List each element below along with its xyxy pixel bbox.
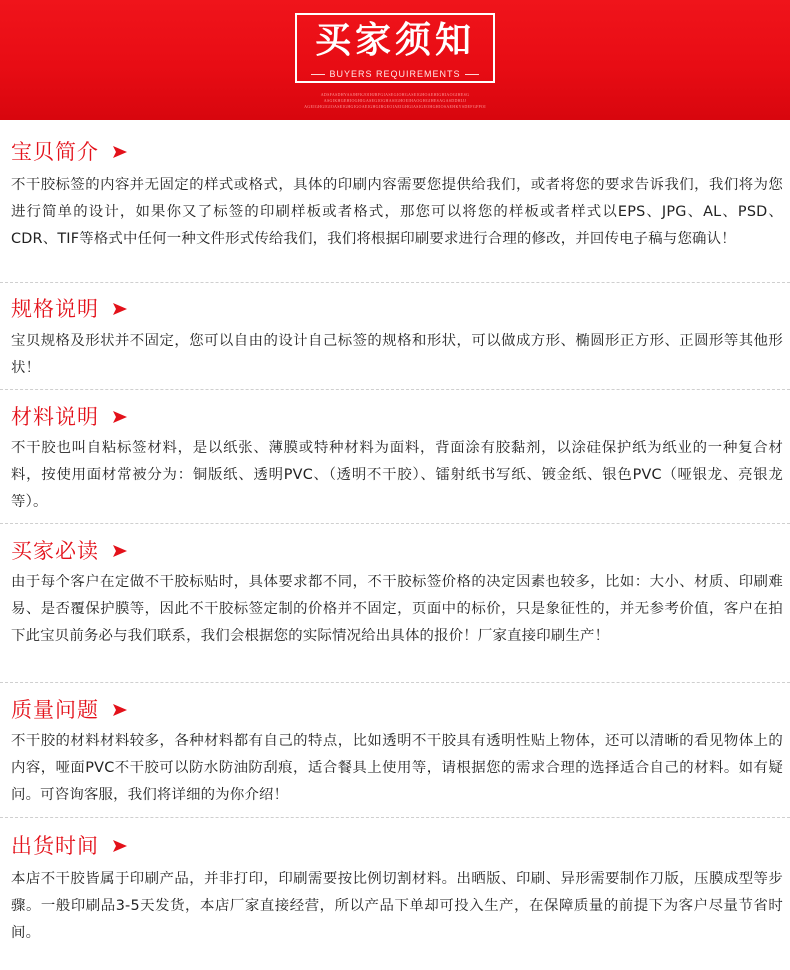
section-body: 不干胶的材料材料较多，各种材料都有自己的特点，比如透明不干胶具有透明性贴上物体，还可以清晰的看见物体上的内容，哑面PVC不干胶可以防水防油防刮痕，适合餐具上使用等，请根据您的需求合理的选择适合自己的材料。如有疑问。可咨询客服，我们将详细的为你介绍！: [11, 733, 783, 803]
section-title: 出货时间: [11, 834, 99, 858]
section-title: 质量问题: [11, 698, 99, 722]
arrow-right-icon: [113, 300, 127, 319]
section-header: [11, 830, 127, 860]
section-header: [11, 694, 127, 724]
section-divider: [0, 282, 790, 283]
arrow-right-icon: [113, 143, 127, 162]
section-header: [11, 535, 127, 565]
section-title: 买家必读: [11, 539, 99, 563]
arrow-right-icon: [113, 837, 127, 856]
arrow-right-icon: [113, 542, 127, 561]
banner-title-frame: [295, 13, 495, 83]
banner-decorative-text-2: ASGIKHGEHIOGHIGASEGIOGHASIGHOEIHAOGHGIHESAGASDDHIJJ: [323, 98, 467, 103]
banner-decorative-text-1: ADSFASDHYASJHFKJOIHJRFGIASEGIOHGASEIGHOAEHIGHIAOGIHESG: [320, 92, 470, 97]
banner-decorative-text-3: AGEIGHGIGIOASEIGHGIGOAEIGHGIBGEOIAEIGHGIASIGEOHGHIOSAEHKYSDEFGFPOI: [304, 104, 486, 109]
section-divider: [0, 817, 790, 818]
banner-subtitle: [297, 69, 493, 79]
section-body: 本店不干胶皆属于印刷产品，并非打印，印刷需要按比例切割材料。出晒版、印刷、异形需要制作刀版，压膜成型等步骤。一般印刷品3-5天发货，本店厂家直接经营，所以产品下单却可投入生产，在保障质量的前提下为客户尽量节省时间。: [11, 871, 783, 941]
section-divider: [0, 389, 790, 390]
section-header: [11, 136, 127, 166]
section-body: 宝贝规格及形状并不固定，您可以自由的设计自己标签的规格和形状，可以做成方形、椭圆形正方形、正圆形等其他形状！: [11, 333, 783, 376]
section-header: [11, 401, 127, 431]
section-body: 不干胶也叫自粘标签材料，是以纸张、薄膜或特种材料为面料，背面涂有胶黏剂，以涂硅保护纸为纸业的一种复合材料，按使用面材常被分为：铜版纸、透明PVC、（透明不干胶）、镭射纸书写纸、镀金纸、银色PVC（哑银龙、亮银龙等）。: [11, 440, 783, 510]
section-title: 材料说明: [11, 405, 99, 429]
section-title: 宝贝简介: [11, 140, 99, 164]
arrow-right-icon: [113, 408, 127, 427]
banner-title: 买家须知: [314, 20, 475, 61]
section-body: 不干胶标签的内容并无固定的样式或格式，具体的印刷内容需要您提供给我们，或者将您的要求告诉我们，我们将为您进行简单的设计，如果你又了标签的印刷样板或者格式，那您可以将您的样板或者样式以EPS、JPG、AL、PSD、CDR、TIF等格式中任何一种文件形式传给我们，我们将根据印刷要求进行合理的修改，并回传电子稿与您确认！: [11, 177, 783, 247]
section-title: 规格说明: [11, 297, 99, 321]
section-body: 由于每个客户在定做不干胶标贴时，具体要求都不同，不干胶标签价格的决定因素也较多，比如：大小、材质、印刷难易、是否覆保护膜等，因此不干胶标签定制的价格并不固定，页面中的标价，只是象征性的，并无参考价值，客户在拍下此宝贝前务必与我们联系，我们会根据您的实际情况给出具体的报价！厂家直接印刷生产！: [11, 574, 783, 644]
banner-subtitle-text: BUYERS REQUIREMENTS: [329, 69, 461, 79]
section-header: [11, 293, 127, 323]
section-divider: [0, 523, 790, 524]
section-divider: [0, 682, 790, 683]
header-banner: [0, 0, 790, 120]
arrow-right-icon: [113, 701, 127, 720]
